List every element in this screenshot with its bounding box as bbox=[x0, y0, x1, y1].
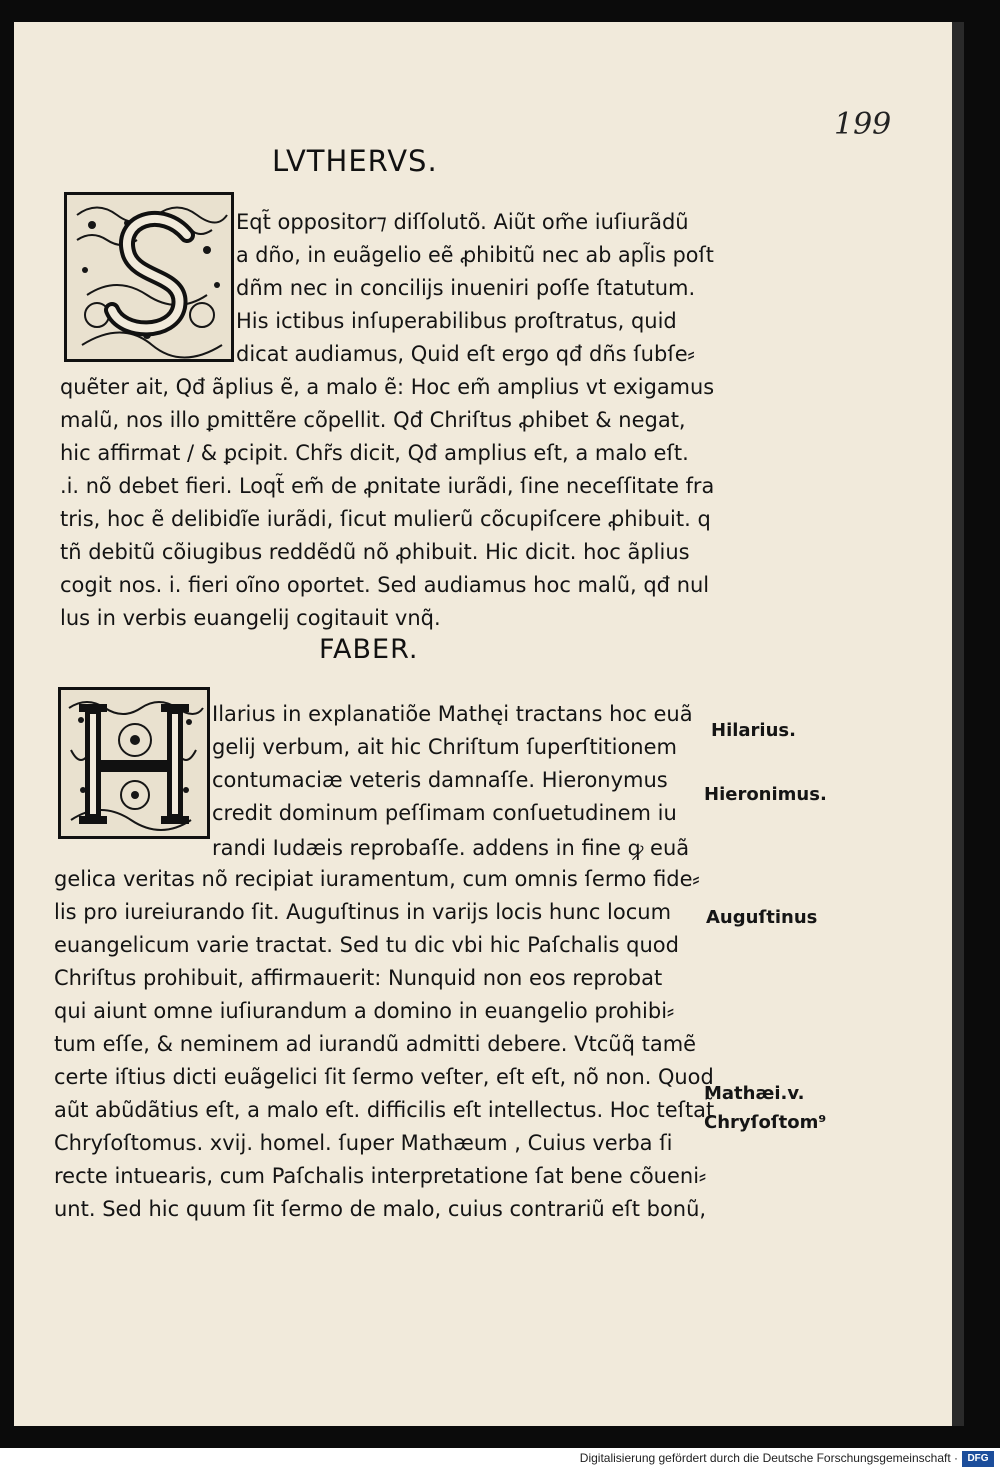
text-line: tris, hoc ẽ delibidĩe iurãdi, ſicut mulierũ cõcupiſcere ꝓhibuit. q bbox=[60, 507, 711, 531]
text-line: .i. nõ debet fieri. Loqt̃ em̃ de ꝓnitate iurãdi, ſine neceſſitate fra bbox=[60, 474, 715, 498]
text-line: certe iſtius dicti euãgelici ſit ſermo veſter, eſt eſt, nõ non. Quod bbox=[54, 1065, 714, 1089]
text-line: hic affirmat / & ꝑcipit. Chr̃s dicit, Qđ amplius eſt, a malo eſt. bbox=[60, 441, 689, 465]
text-line: Chriſtus prohibuit, affirmauerit: Nunquid non eos reprobat bbox=[54, 966, 663, 990]
text-line: cogit nos. i. fieri oĩno oportet. Sed audiamus hoc malũ, qđ nul bbox=[60, 573, 710, 597]
text-line: tñ debitũ cõiugibus reddẽdũ nõ ꝓhibuit. Hic dicit. hoc ãplius bbox=[60, 540, 690, 564]
decorated-initial-h bbox=[58, 687, 210, 839]
text-line: randi Iudæis reprobaſſe. addens in fine ꝙ euã bbox=[212, 836, 690, 860]
text-line: qui aiunt omne iuſiurandum a domino in euangelio prohibi⸗ bbox=[54, 999, 675, 1023]
text-line: gelica veritas nõ recipiat iuramentum, cum omnis ſermo fide⸗ bbox=[54, 867, 700, 891]
marginal-note-augustinus: Auguſtinus bbox=[706, 907, 818, 928]
text-line: Chryſoſtomus. xvij. homel. ſuper Mathæum , Cuius verba ſi bbox=[54, 1131, 673, 1155]
text-line: dñm nec in concilijs inueniri poſſe ſtatutum. bbox=[236, 276, 696, 300]
text-line: recte intuearis, cum Paſchalis interpretatione ſat bene cõueni⸗ bbox=[54, 1164, 707, 1188]
text-line: credit dominum peſſimam conſuetudinem iu bbox=[212, 801, 677, 825]
text-line: quẽter ait, Qđ ãplius ẽ, a malo ẽ: Hoc em̃ amplius vt exigamus bbox=[60, 375, 715, 399]
text-line: lus in verbis euangelij cogitauit vnq̃. bbox=[60, 606, 441, 630]
initial-s-ornament bbox=[67, 195, 231, 359]
text-line: Ilarius in explanatiõe Mathęi tractans hoc euã bbox=[212, 702, 693, 726]
text-line: contumaciæ veteris damnaſſe. Hieronymus bbox=[212, 768, 668, 792]
marginal-note-hilarius: Hilarius. bbox=[711, 720, 796, 741]
marginal-note-hieronimus: Hieronimus. bbox=[704, 784, 827, 805]
text-line: gelij verbum, ait hic Chriſtum ſuperſtitionem bbox=[212, 735, 677, 759]
text-line: a dño, in euãgelio eẽ ꝓhibitũ nec ab apl̃is poſt bbox=[236, 243, 714, 267]
section-heading-faber: FABER. bbox=[319, 634, 419, 665]
section-heading-luther: LVTHERVS. bbox=[272, 144, 438, 178]
text-line: His ictibus inſuperabilibus proſtratus, quid bbox=[236, 309, 677, 333]
decorated-initial-s bbox=[64, 192, 234, 362]
marginal-note-chrysostom: Chryſoſtom⁹ bbox=[704, 1112, 827, 1133]
text-line: malũ, nos illo ꝑmittẽre cõpellit. Qđ Chriſtus ꝓhibet & negat, bbox=[60, 408, 686, 432]
dfg-logo: DFG bbox=[962, 1451, 994, 1467]
footer-bar bbox=[0, 1448, 1000, 1471]
funding-credit: Digitalisierung gefördert durch die Deutsche Forschungsgemeinschaft · bbox=[579, 1451, 958, 1465]
text-line: lis pro iureiurando ſit. Auguſtinus in varijs locis hunc locum bbox=[54, 900, 672, 924]
marginal-note-mathaei: Mathæi.v. bbox=[704, 1083, 805, 1104]
folio-number: 199 bbox=[834, 107, 892, 142]
book-page bbox=[14, 22, 955, 1426]
text-line: unt. Sed hic quum ſit ſermo de malo, cuius contrariũ eſt bonũ, bbox=[54, 1197, 707, 1221]
text-line: aũt abũdãtius eſt, a malo eſt. difficilis eſt intellectus. Hoc teſtat̃ bbox=[54, 1098, 715, 1122]
text-line: euangelicum varie tractat. Sed tu dic vbi hic Paſchalis quod bbox=[54, 933, 679, 957]
text-line: dicat audiamus, Quid eſt ergo qđ dñs ſubſe⸗ bbox=[236, 342, 695, 366]
initial-h-ornament bbox=[61, 690, 207, 836]
text-line: tum eſſe, & neminem ad iurandũ admitti debere. Vtcũq̃ tamẽ bbox=[54, 1032, 697, 1056]
page-edge-shadow bbox=[952, 22, 964, 1426]
text-line: Eqt̃ oppositor⁊ diſſolutõ. Aiũt om̃e iuſiurãdũ bbox=[236, 210, 689, 234]
